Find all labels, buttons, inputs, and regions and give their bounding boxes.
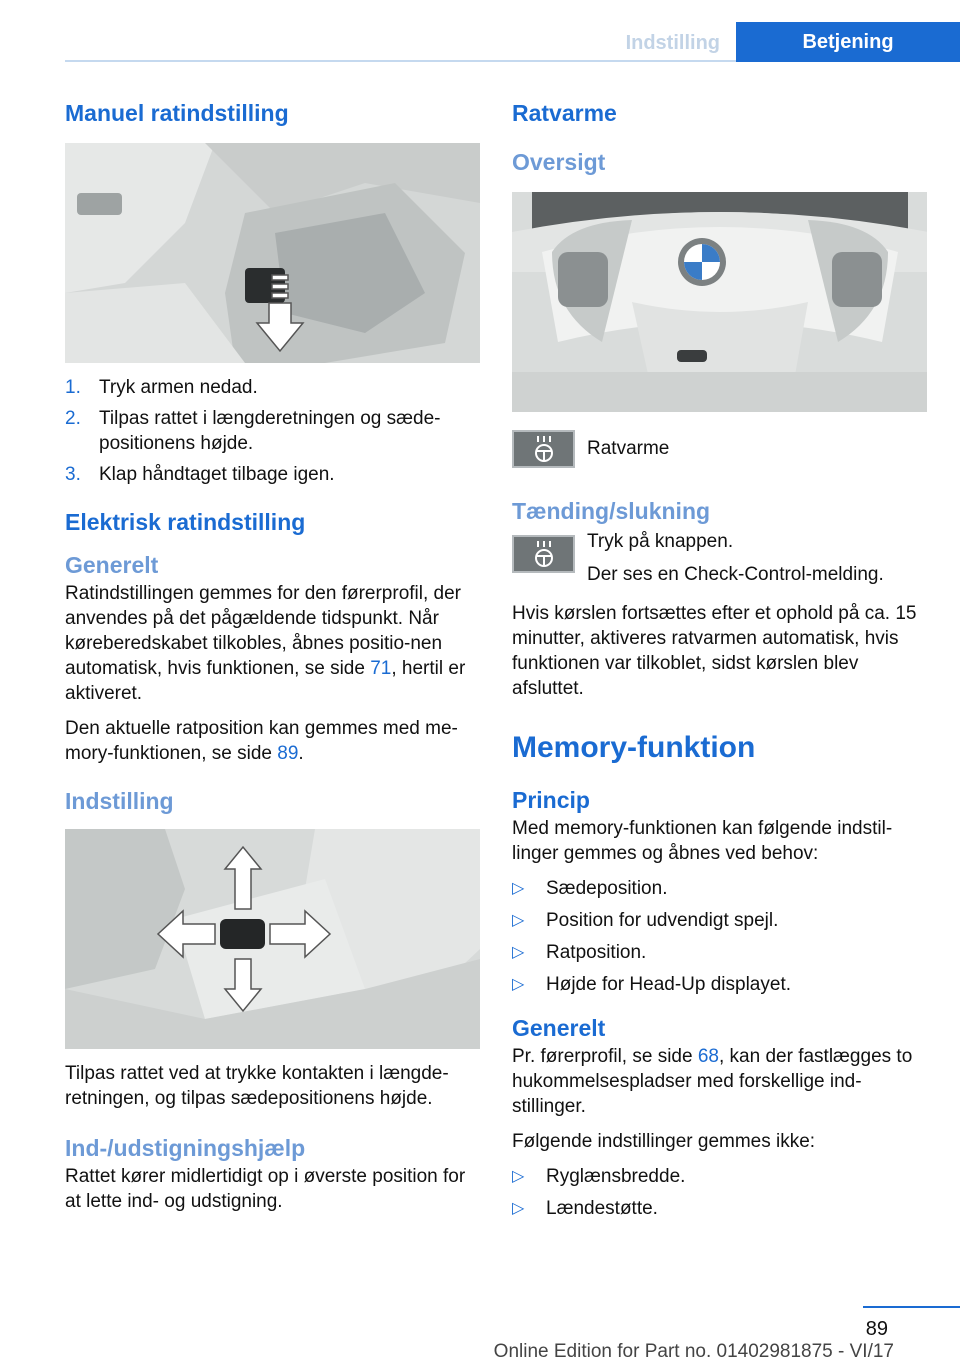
step-number: 3. bbox=[65, 464, 81, 485]
step-text: Tryk armen nedad. bbox=[99, 377, 258, 398]
header-tab-betjening[interactable]: Betjening bbox=[736, 22, 960, 62]
onoff-line-2: Der ses en Check-Control-melding. bbox=[587, 564, 884, 585]
principle-list bbox=[512, 876, 928, 997]
list-item: ▷ Sædeposition. bbox=[512, 878, 668, 899]
bullet-icon: ▷ bbox=[512, 1200, 525, 1217]
step-number: 2. bbox=[65, 408, 81, 429]
onoff-paragraph: Hvis kørslen fortsættes efter et ophold på ca. 15 minutter, aktiveres ratvarmen automatisk, hvis funktionen var tilkoblet, sidst kørslen blev afsluttet. bbox=[512, 603, 917, 699]
general-paragraph-1: Ratindstillingen gemmes for den førerprofil, der anvendes på det pågældende tidspunkt. Når køreberedskabet tilkobles, åbnes positio-nen automatisk, hvis funktionen, se side 71, hertil er aktiveret. bbox=[65, 583, 466, 704]
page-link-68[interactable]: 68 bbox=[697, 1046, 719, 1067]
list-item: ▷ Ryglænsbredde. bbox=[512, 1166, 686, 1187]
list-item bbox=[65, 406, 480, 456]
subsection-title-general-memory: Generelt bbox=[512, 1015, 606, 1041]
manual-steps-list bbox=[65, 375, 480, 487]
page-header bbox=[65, 22, 960, 62]
step-text: Klap håndtaget tilbage igen. bbox=[99, 464, 335, 485]
memory-general-paragraph: Pr. førerprofil, se side 68, kan der fastlægges to hukommelsespladser med forskellige ind-stillinger. bbox=[512, 1046, 913, 1117]
page-link-89[interactable]: 89 bbox=[277, 743, 299, 764]
figure-steering-wheel bbox=[512, 192, 927, 412]
list-item bbox=[65, 375, 480, 400]
subsection-title-overview: Oversigt bbox=[512, 149, 606, 175]
not-saved-list bbox=[512, 1164, 928, 1221]
step-text: Tilpas rattet i længderetningen og sæde-positionens højde. bbox=[99, 408, 441, 454]
bullet-icon: ▷ bbox=[512, 880, 525, 897]
footer-edition: Online Edition for Part no. 01402981875 - VI/17 bbox=[493, 1341, 894, 1362]
entry-paragraph: Rattet kører midlertidigt op i øverste position for at lette ind- og udstigning. bbox=[65, 1166, 466, 1212]
setting-caption: Tilpas rattet ved at trykke kontakten i længde-retningen, og tilpas sædepositionens højde. bbox=[65, 1063, 449, 1109]
page-link-71[interactable]: 71 bbox=[370, 658, 392, 679]
bullet-icon: ▷ bbox=[512, 976, 525, 993]
page-number: 89 bbox=[865, 1318, 888, 1340]
subsection-title-setting: Indstilling bbox=[65, 788, 174, 814]
left-column bbox=[65, 100, 480, 1214]
section-title-electric: Elektrisk ratindstilling bbox=[65, 509, 306, 535]
bullet-icon: ▷ bbox=[512, 1168, 525, 1185]
subsection-title-entry: Ind-/udstigningshjælp bbox=[65, 1135, 306, 1161]
bullet-icon: ▷ bbox=[512, 912, 525, 929]
figure-electric-switch bbox=[65, 829, 480, 1049]
right-column bbox=[512, 100, 928, 1228]
section-title-memory: Memory-funktion bbox=[512, 731, 756, 764]
list-item bbox=[65, 462, 480, 487]
step-number: 1. bbox=[65, 377, 81, 398]
subsection-title-general: Generelt bbox=[65, 552, 159, 578]
bullet-icon: ▷ bbox=[512, 944, 525, 961]
list-item: ▷ Højde for Head-Up displayet. bbox=[512, 974, 791, 995]
list-item: ▷ Lændestøtte. bbox=[512, 1198, 658, 1219]
principle-paragraph: Med memory-funktionen kan følgende indstil-linger gemmes og åbnes ved behov: bbox=[512, 818, 893, 864]
onoff-line-1: Tryk på knappen. bbox=[587, 531, 734, 552]
heating-icon-row bbox=[512, 430, 928, 468]
subsection-title-onoff: Tænding/slukning bbox=[512, 498, 711, 524]
steering-heat-button-icon bbox=[512, 535, 575, 573]
figure-manual-lever bbox=[65, 143, 480, 363]
subsection-title-principle: Princip bbox=[512, 787, 590, 813]
list-item: ▷ Position for udvendigt spejl. bbox=[512, 910, 779, 931]
general-paragraph-2: Den aktuelle ratposition kan gemmes med me-mory-funktionen, se side 89. bbox=[65, 718, 458, 764]
onoff-icon-row bbox=[512, 529, 928, 587]
not-saved-paragraph: Følgende indstillinger gemmes ikke: bbox=[512, 1131, 816, 1152]
section-title-heating: Ratvarme bbox=[512, 100, 617, 126]
steering-heat-icon bbox=[512, 430, 575, 468]
list-item: ▷ Ratposition. bbox=[512, 942, 647, 963]
header-tab-indstilling[interactable]: Indstilling bbox=[625, 32, 720, 54]
footer-rule bbox=[863, 1306, 960, 1308]
heating-icon-label: Ratvarme bbox=[587, 438, 670, 459]
onoff-instructions bbox=[587, 529, 884, 587]
section-title-manual: Manuel ratindstilling bbox=[65, 100, 289, 126]
